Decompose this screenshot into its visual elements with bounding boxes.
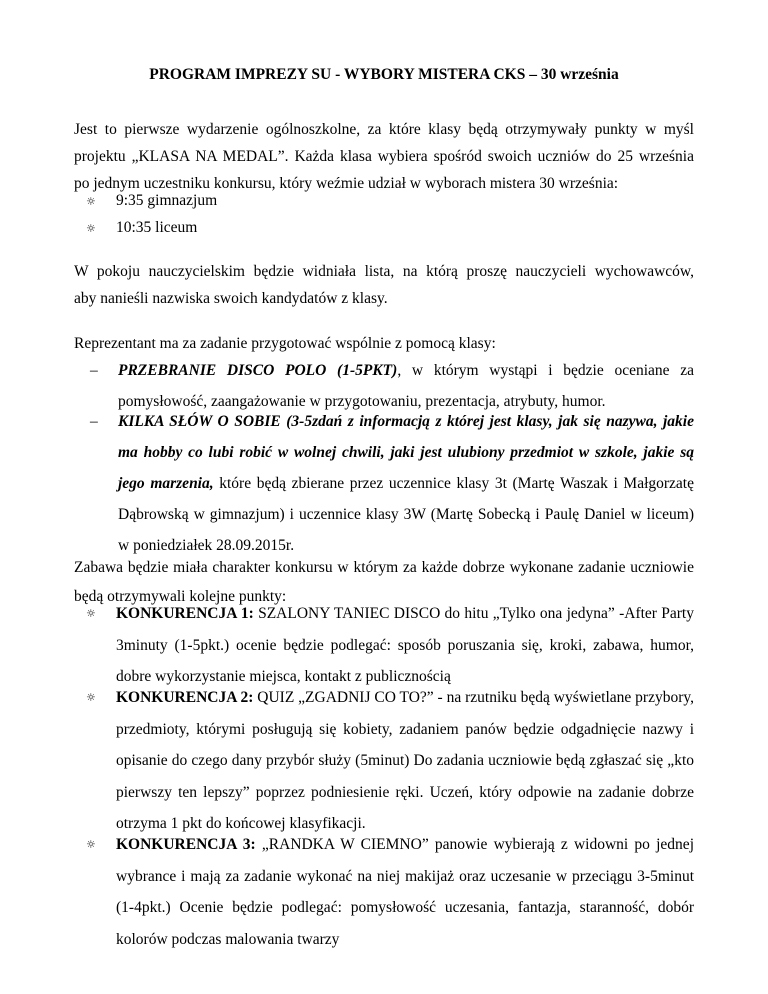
bullet-icon: ☼: [86, 691, 96, 704]
task-title: KILKA SŁÓW O SOBIE (3-5zdań z informacją z której jest klasy, jak się nazywa, jakie ma hobby co lubi robić w wolnej chwili, jaki jest ulubiony przedmiot w szkole, jakie są jego marzenia,: [118, 413, 694, 492]
intro-line: po jednym uczestniku konkursu, który weźmie udział w wyborach mistera 30 września:: [74, 175, 619, 192]
bullet-icon: ☼: [86, 838, 96, 851]
task-description: które będą zbierane przez uczennice klasy 3t (Martę Waszak i Małgorzatę Dąbrowską w gimnazjum) i uczennice klasy 3W (Martę Sobecką i Paulę Daniel w liceum) w poniedziałek 28.09.2015r.: [118, 475, 694, 554]
intro-paragraph: [74, 116, 694, 197]
competition-item: [86, 682, 694, 840]
list-line: aby nanieśli nazwiska swoich kandydatów z klasy.: [74, 290, 388, 307]
time-item: [86, 214, 197, 242]
competition-title: KONKURENCJA 3:: [116, 836, 256, 853]
competition-item: [86, 829, 694, 955]
task-item: [90, 406, 694, 561]
page-title: PROGRAM IMPREZY SU - WYBORY MISTERA CKS – 30 września: [149, 66, 619, 83]
competition-title: KONKURENCJA 1:: [116, 605, 254, 622]
time-text: 10:35 liceum: [116, 219, 198, 236]
fun-paragraph: Zabawa będzie miała charakter konkursu w którym za każde dobrze wykonane zadanie uczniowie będą otrzymywali kolejne punkty:: [74, 559, 694, 605]
representative-paragraph: Reprezentant ma za zadanie przygotować wspólnie z pomocą klasy:: [74, 335, 496, 352]
time-item: [86, 187, 217, 215]
competition-description: „RANDKA W CIEMNO” panowie wybierają z widowni po jednej wybrance i mają za zadanie wykonać na niej makijaż oraz uczesanie w przeciągu 3-5minut (1-4pkt.) Ocenie będzie podlegać: pomysłowość uczesania, fantazja, staranność, dobór kolorów podczas malowania twarzy: [116, 836, 694, 948]
time-text: 9:35 gimnazjum: [116, 192, 218, 209]
intro-line: projektu „KLASA NA MEDAL”. Każda klasa wybiera spośród swoich uczniów do 25 września: [74, 148, 694, 165]
bullet-icon: ☼: [86, 195, 96, 208]
task-title: PRZEBRANIE DISCO POLO (1-5PKT): [118, 362, 398, 379]
intro-line: Jest to pierwsze wydarzenie ogólnoszkolne, za które klasy będą otrzymywały punkty w myśl: [74, 121, 694, 138]
bullet-icon: ☼: [86, 222, 96, 235]
competition-description: QUIZ „ZGADNIJ CO TO?” - na rzutniku będą wyświetlane przybory, przedmioty, którymi posługują się kobiety, zadaniem panów będzie odgadnięcie nazwy i opisanie do czego dany przybór służy (5minut) Do zadania uczniowie będą zgłaszać się „kto pierwszy ten lepszy” poprzez podniesienie ręki. Uczeń, który odpowie na zadanie dobrze otrzyma 1 pkt do końcowej klasyfikacji.: [116, 689, 694, 832]
dash-marker: –: [90, 362, 98, 379]
list-paragraph: [74, 258, 694, 312]
competition-item: [86, 598, 694, 693]
bullet-icon: ☼: [86, 607, 96, 620]
competition-title: KONKURENCJA 2:: [116, 689, 254, 706]
list-line: W pokoju nauczycielskim będzie widniała lista, na którą proszę nauczycieli wychowawców,: [74, 263, 694, 280]
competition-description: SZALONY TANIEC DISCO do hitu „Tylko ona jedyna” -After Party 3minuty (1-5pkt.) ocenie będzie podlegać: sposób poruszania się, kroki, zabawa, humor, dobre wykorzystanie miejsca, kontakt z publicznością: [116, 605, 694, 685]
dash-marker: –: [90, 413, 98, 430]
task-description: , w którym wystąpi i będzie oceniane za pomysłowość, zaangażowanie w przygotowaniu, prezentacja, atrybuty, humor.: [118, 362, 694, 410]
